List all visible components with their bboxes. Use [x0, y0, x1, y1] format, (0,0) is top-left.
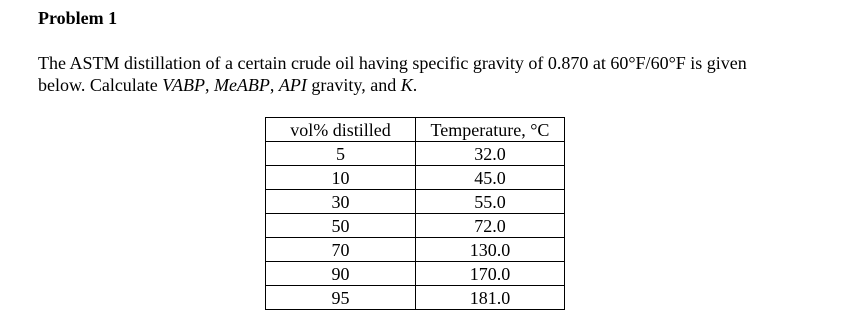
cell-temp: 55.0: [416, 190, 565, 214]
table-row: [266, 214, 565, 238]
cell-vol: 50: [266, 214, 416, 238]
cell-temp: 130.0: [416, 238, 565, 262]
problem-statement: [38, 52, 818, 96]
cell-vol: 30: [266, 190, 416, 214]
cell-vol: 70: [266, 238, 416, 262]
table-row: [266, 238, 565, 262]
table-row: [266, 142, 565, 166]
distillation-table: [265, 117, 565, 310]
separator-2: ,: [269, 75, 279, 95]
separator-1: ,: [204, 75, 214, 95]
statement-line-1: The ASTM distillation of a certain crude oil having specific gravity of 0.870 at 60°F/60°F is given: [38, 53, 747, 73]
statement-line-2-prefix: below. Calculate: [38, 75, 163, 95]
term-vabp: VABP: [162, 75, 205, 95]
cell-temp: 170.0: [416, 262, 565, 286]
table-row: [266, 166, 565, 190]
table-row: [266, 286, 565, 310]
cell-vol: 90: [266, 262, 416, 286]
term-api: API: [278, 75, 307, 95]
cell-temp: 181.0: [416, 286, 565, 310]
cell-vol: 10: [266, 166, 416, 190]
table-row: [266, 262, 565, 286]
cell-temp: 32.0: [416, 142, 565, 166]
statement-line-2: [38, 74, 818, 96]
cell-temp: 45.0: [416, 166, 565, 190]
cell-temp: 72.0: [416, 214, 565, 238]
term-k: K: [400, 75, 413, 95]
problem-heading: Problem 1: [38, 8, 118, 28]
cell-vol: 5: [266, 142, 416, 166]
table-header-row: [266, 118, 565, 142]
cell-vol: 95: [266, 286, 416, 310]
table-row: [266, 190, 565, 214]
statement-line-2-mid: gravity, and: [306, 75, 401, 95]
header-temperature: Temperature, °C: [416, 118, 565, 142]
term-meabp: MeABP: [213, 75, 270, 95]
header-vol-distilled: vol% distilled: [266, 118, 416, 142]
statement-line-2-end: .: [412, 75, 418, 95]
